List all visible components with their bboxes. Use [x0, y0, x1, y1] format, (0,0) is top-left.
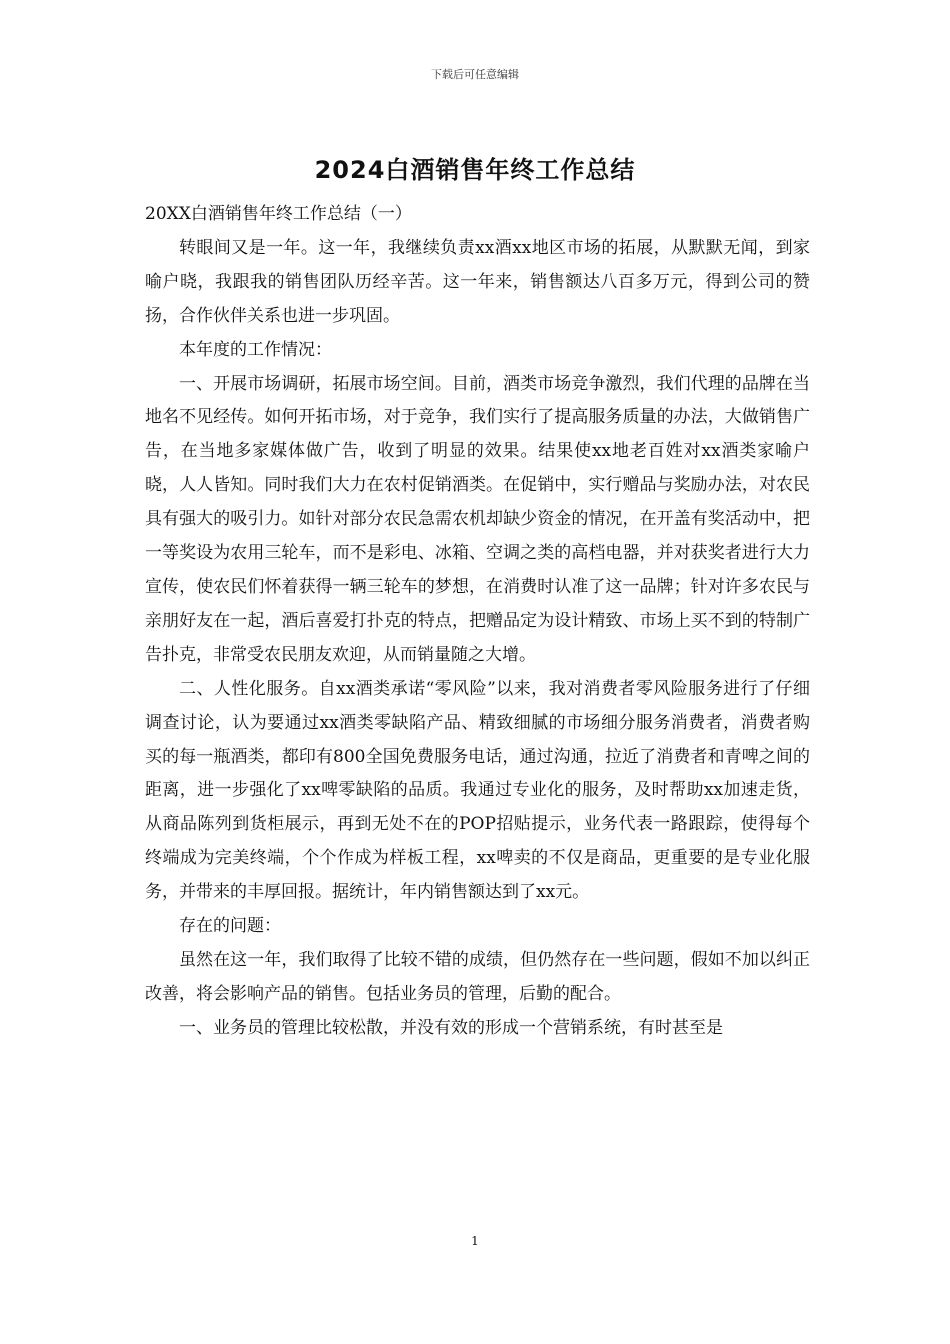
paragraph-problems-heading: 存在的问题： — [179, 916, 281, 937]
paragraph-market-research: 一、开展市场调研，拓展市场空间。目前，酒类市场竞争激烈，我们代理的品牌在当地名不见经传。如何开拓市场，对于竞争，我们实行了提高服务质量的办法，大做销售广告，在当地多家媒体做广告，收到了明显的效果。结果使xx地老百姓对xx酒类家喻户晓，人人皆知。同时我们大力在农村促销酒类。在促销中，实行赠品与奖励办法，对农民具有强大的吸引力。如针对部分农民急需农机却缺少资金的情况，在开盖有奖活动中，把一等奖设为农用三轮车，而不是彩电、冰箱、空调之类的高档电器，并对获奖者进行大力宣传，使农民们怀着获得一辆三轮车的梦想，在消费时认准了这一品牌；针对许多农民与亲朋好友在一起，酒后喜爱打扑克的特点，把赠品定为设计精致、市场上买不到的特制广告扑克，非常受农民朋友欢迎，从而销量随之大增。 — [145, 373, 810, 665]
paragraph-work-heading: 本年度的工作情况： — [179, 339, 332, 360]
paragraph-salesman-management: 一、业务员的管理比较松散，并没有效的形成一个营销系统，有时甚至是 — [179, 1017, 723, 1038]
paragraph-intro: 转眼间又是一年。这一年，我继续负责xx酒xx地区市场的拓展，从默默无闻，到家喻户晓，我跟我的销售团队历经辛苦。这一年来，销售额达八百多万元，得到公司的赞扬，合作伙伴关系也进一步巩固。 — [145, 237, 810, 326]
header-note: 下载后可任意编辑 — [431, 68, 519, 81]
document-body — [145, 198, 810, 1046]
page-number: 1 — [471, 1234, 479, 1248]
document-subtitle: 20XX白酒销售年终工作总结（一） — [145, 204, 412, 224]
paragraph-humanized-service: 二、人性化服务。自xx酒类承诺“零风险”以来，我对消费者零风险服务进行了仔细调查讨论，认为要通过xx酒类零缺陷产品、精致细腻的市场细分服务消费者，消费者购买的每一瓶酒类，都印有800全国免费服务电话，通过沟通，拉近了消费者和青啤之间的距离，进一步强化了xx啤零缺陷的品质。我通过专业化的服务，及时帮助xx加速走货，从商品陈列到货柜展示，再到无处不在的POP招贴提示，业务代表一路跟踪，使得每个终端成为完美终端，个个作成为样板工程，xx啤卖的不仅是商品，更重要的是专业化服务，并带来的丰厚回报。据统计，年内销售额达到了xx元。 — [145, 678, 810, 903]
paragraph-problems-intro: 虽然在这一年，我们取得了比较不错的成绩，但仍然存在一些问题，假如不加以纠正改善，将会影响产品的销售。包括业务员的管理，后勤的配合。 — [145, 949, 810, 1004]
document-title: 2024白酒销售年终工作总结 — [314, 156, 636, 184]
